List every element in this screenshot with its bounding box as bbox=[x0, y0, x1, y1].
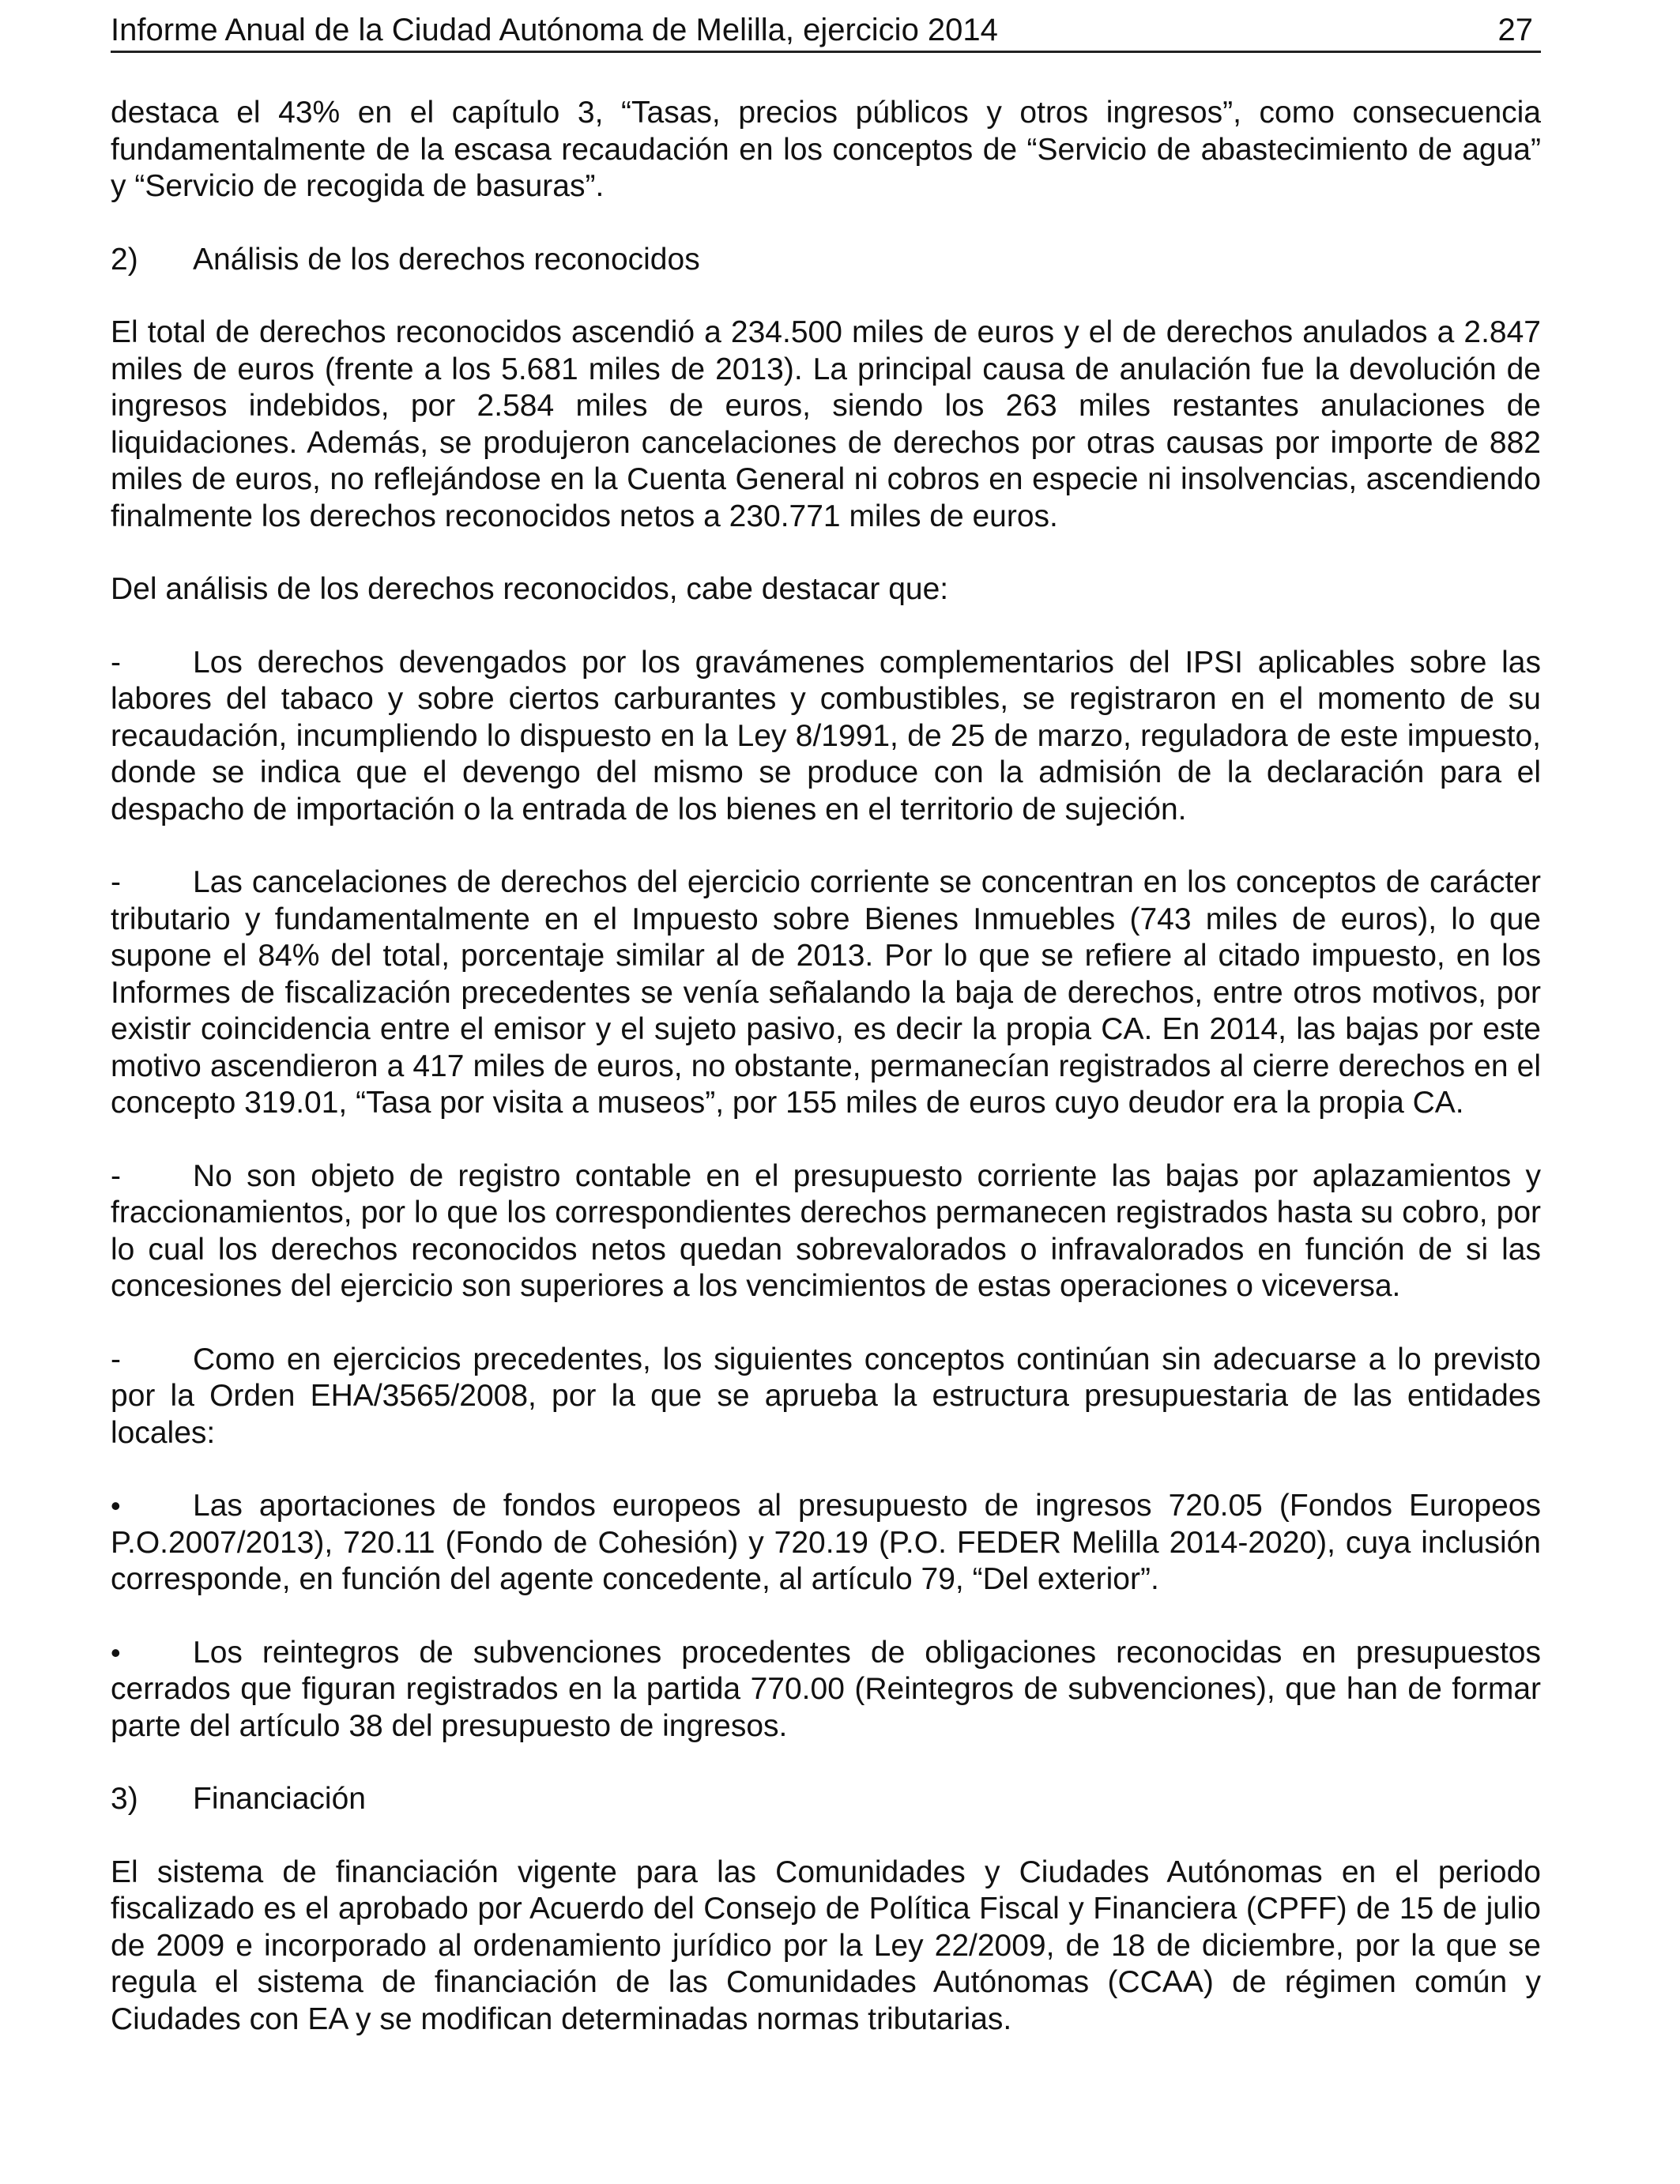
document-body bbox=[111, 95, 1541, 2074]
list-item bbox=[111, 864, 1541, 1122]
dash-marker: - bbox=[111, 1158, 121, 1193]
dash-marker: - bbox=[111, 1342, 121, 1376]
bullet-item-text: Los reintegros de subvenciones procedentes de obligaciones reconocidas en presupuestos cerrados que figuran registrados en la partida 770.00 (Reintegros de subvenciones), que han de formar parte del artículo 38 del presupuesto de ingresos. bbox=[111, 1635, 1541, 1743]
list-item-text: No son objeto de registro contable en el presupuesto corriente las bajas por aplazamientos y fraccionamientos, por lo que los correspondientes derechos permanecen registrados hasta su cobro, por lo cual los derechos reconocidos netos quedan sobrevalorados o infravalorados en función de si las concesiones del ejercicio son superiores a los vencimientos de estas operaciones o viceversa. bbox=[111, 1158, 1541, 1303]
bullet-icon: • bbox=[111, 1636, 121, 1669]
section-title: Análisis de los derechos reconocidos bbox=[193, 242, 700, 277]
page-header bbox=[111, 9, 1541, 53]
section-heading-derechos bbox=[111, 242, 1541, 279]
paragraph-financiacion: El sistema de financiación vigente para las Comunidades y Ciudades Autónomas en el periodo fiscalizado es el aprobado por Acuerdo del Consejo de Política Fiscal y Financiera (CPFF) de 15 de julio de 2009 e incorporado al ordenamiento jurídico por la Ley 22/2009, de 18 de diciembre, por la que se regula el sistema de financiación de las Comunidades Autónomas (CCAA) de régimen común y Ciudades con EA y se modifican determinadas normas tributarias. bbox=[111, 1855, 1541, 2036]
list-item bbox=[111, 1342, 1541, 1452]
section-number: 3) bbox=[111, 1782, 138, 1816]
list-item-text: Las cancelaciones de derechos del ejercicio corriente se concentran en los conceptos de carácter tributario y fundamentalmente en el Impuesto sobre Bienes Inmuebles (743 miles de euros), lo que supone el 84% del total, porcentaje similar al de 2013. Por lo que se refiere al citado impuesto, en los Informes de fiscalización precedentes se venía señalando la baja de derechos, entre otros motivos, por existir coincidencia entre el emisor y el sujeto pasivo, es decir la propia CA. En 2014, las bajas por este motivo ascendieron a 417 miles de euros, no obstante, permanecían registrados al cierre derechos en el concepto 319.01, “Tasa por visita a museos”, por 155 miles de euros cuyo deudor era la propia CA. bbox=[111, 865, 1541, 1120]
list-item-text: Los derechos devengados por los gravámenes complementarios del IPSI aplicables sobre las labores del tabaco y sobre ciertos carburantes y combustibles, se registraron en el momento de su recaudación, incumpliendo lo dispuesto en la Ley 8/1991, de 25 de marzo, reguladora de este impuesto, donde se indica que el devengo del mismo se produce con la admisión de la declaración para el despacho de importación o la entrada de los bienes en el territorio de sujeción. bbox=[111, 645, 1541, 827]
bullet-item bbox=[111, 1488, 1541, 1598]
section-heading-financiacion bbox=[111, 1781, 1541, 1818]
dash-marker: - bbox=[111, 645, 121, 680]
dash-marker: - bbox=[111, 865, 121, 899]
list-item bbox=[111, 645, 1541, 829]
bullet-item bbox=[111, 1635, 1541, 1745]
list-item bbox=[111, 1158, 1541, 1305]
header-title: Informe Anual de la Ciudad Autónoma de Melilla, ejercicio 2014 bbox=[111, 13, 998, 47]
page-number: 27 bbox=[1497, 13, 1533, 47]
list-item-text: Como en ejercicios precedentes, los siguientes conceptos continúan sin adecuarse a lo previsto por la Orden EHA/3565/2008, por la que se aprueba la estructura presupuestaria de las entidades locales: bbox=[111, 1342, 1541, 1450]
section-number: 2) bbox=[111, 242, 138, 277]
bullet-item-text: Las aportaciones de fondos europeos al presupuesto de ingresos 720.05 (Fondos Europeos P.O.2007/2013), 720.11 (Fondo de Cohesión) y 720.19 (P.O. FEDER Melilla 2014-2020), cuya inclusión corresponde, en función del agente concedente, al artículo 79, “Del exterior”. bbox=[111, 1489, 1541, 1596]
paragraph-derechos-total: El total de derechos reconocidos ascendió a 234.500 miles de euros y el de derechos anulados a 2.847 miles de euros (frente a los 5.681 miles de 2013). La principal causa de anulación fue la devolución de ingresos indebidos, por 2.584 miles de euros, siendo los 263 miles restantes anulaciones de liquidaciones. Además, se produjeron cancelaciones de derechos por otras causas por importe de 882 miles de euros, no reflejándose en la Cuenta General ni cobros en especie ni insolvencias, ascendiendo finalmente los derechos reconocidos netos a 230.771 miles de euros. bbox=[111, 315, 1541, 533]
paragraph-continuation: destaca el 43% en el capítulo 3, “Tasas, precios públicos y otros ingresos”, como consecuencia fundamentalmente de la escasa recaudación en los conceptos de “Servicio de abastecimiento de agua” y “Servicio de recogida de basuras”. bbox=[111, 96, 1541, 203]
bullet-icon: • bbox=[111, 1489, 121, 1522]
paragraph-intro-list: Del análisis de los derechos reconocidos, cabe destacar que: bbox=[111, 572, 949, 606]
section-title: Financiación bbox=[193, 1782, 366, 1816]
